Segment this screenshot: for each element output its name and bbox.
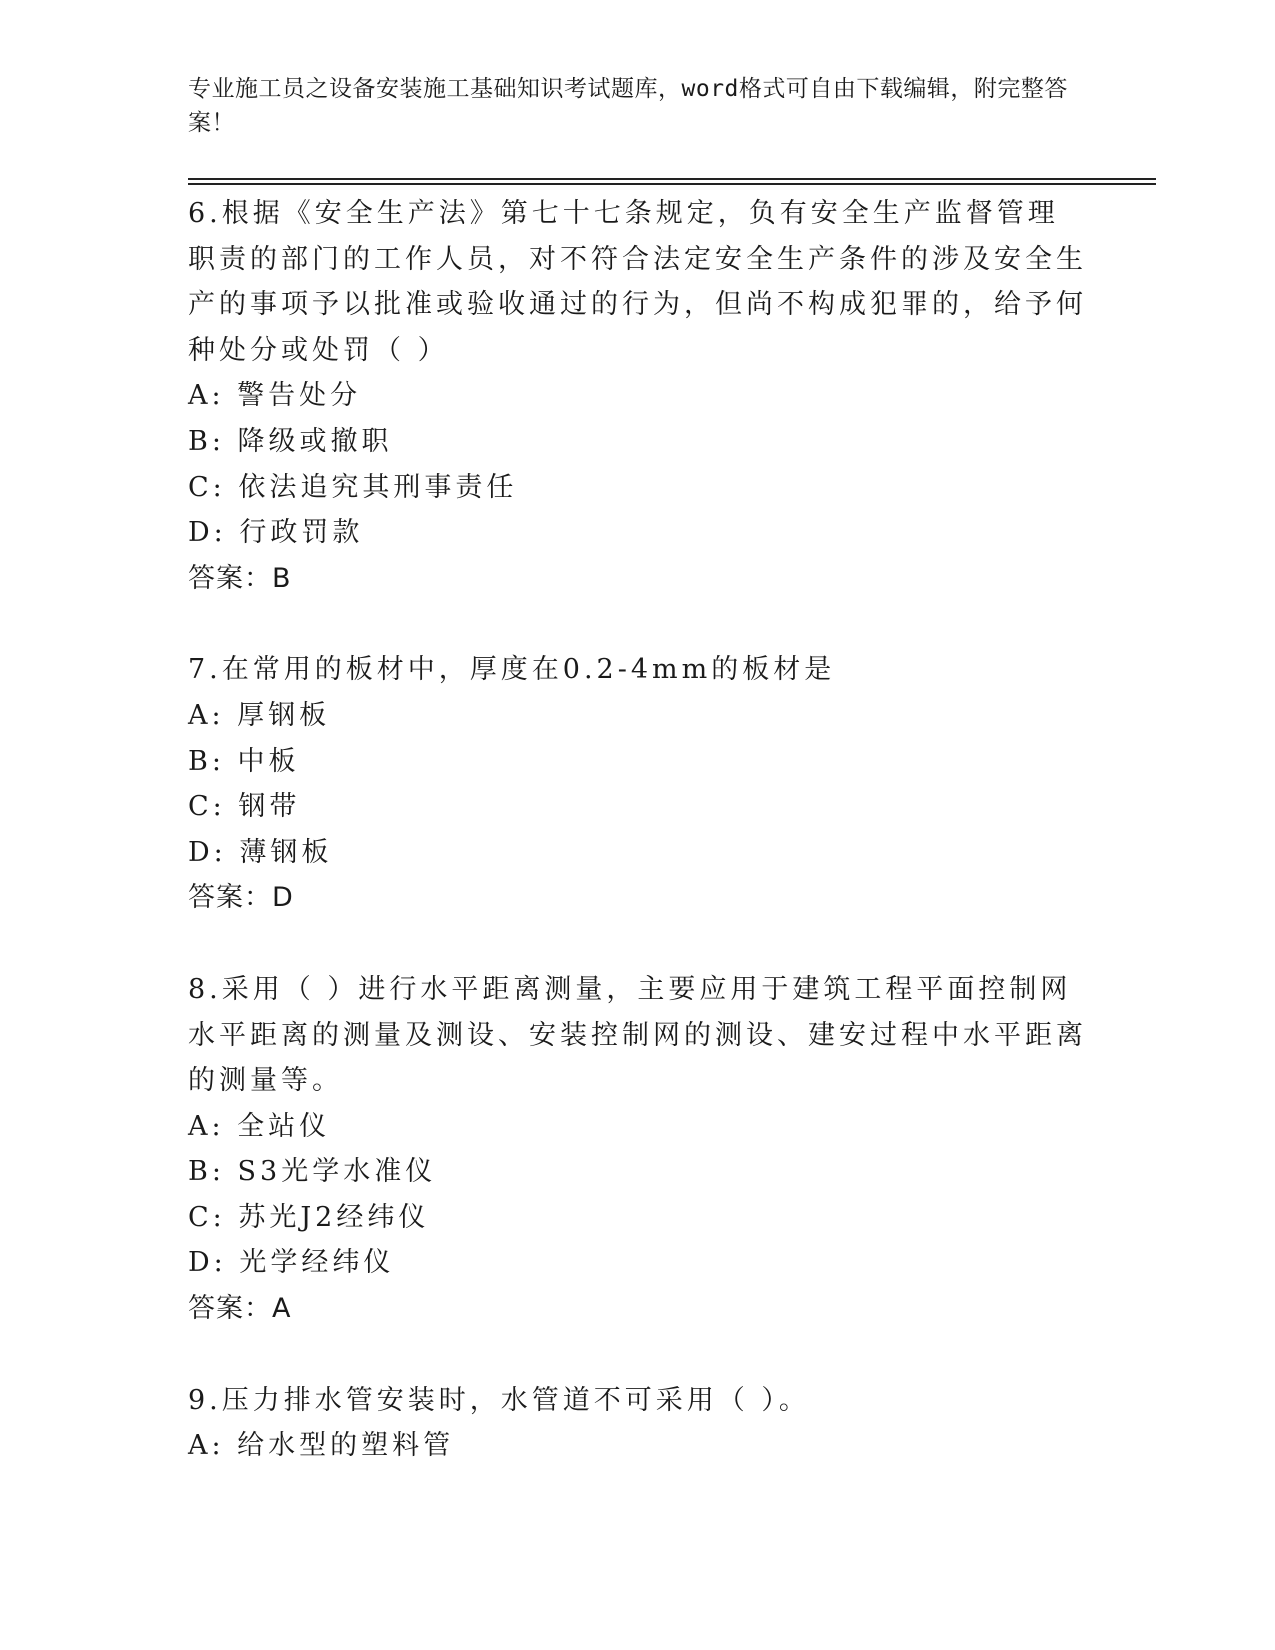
option-c: C: 钢带 — [188, 791, 301, 823]
option-d: D: 薄钢板 — [188, 836, 333, 868]
question-stem: 6.根据《安全生产法》第七十七条规定，负有安全生产监督管理职责的部门的工作人员，对不符合法定安全生产条件的涉及安全生产的事项予以批准或验收通过的行为，但尚不构成犯罪的，给予何种处分或处罚（ ） — [188, 198, 1087, 366]
question-9 — [188, 1378, 1088, 1469]
question-stem: 9.压力排水管安装时，水管道不可采用（ ）。 — [188, 1384, 810, 1416]
option-b: B: S3光学水准仪 — [188, 1156, 437, 1188]
option-c: C: 苏光J2经纬仪 — [188, 1201, 430, 1233]
question-list — [188, 191, 1088, 1469]
option-a: A: 给水型的塑料管 — [188, 1430, 455, 1462]
question-7 — [188, 647, 1088, 921]
option-b: B: 降级或撤职 — [188, 425, 393, 457]
answer-line: 答案：A — [188, 1293, 292, 1325]
header-divider-bottom — [188, 183, 1156, 185]
question-stem: 7.在常用的板材中，厚度在0.2-4mm的板材是 — [188, 654, 836, 686]
option-c: C: 依法追究其刑事责任 — [188, 471, 518, 503]
question-spacer — [188, 601, 1088, 647]
header-divider-top — [188, 178, 1156, 180]
question-stem: 8.采用（ ）进行水平距离测量，主要应用于建筑工程平面控制网水平距离的测量及测设、安装控制网的测设、建安过程中水平距离的测量等。 — [188, 973, 1087, 1097]
option-d: D: 行政罚款 — [188, 517, 364, 549]
answer-line: 答案：D — [188, 882, 294, 914]
option-d: D: 光学经纬仪 — [188, 1247, 395, 1279]
option-b: B: 中板 — [188, 745, 300, 777]
question-8 — [188, 967, 1088, 1332]
option-a: A: 全站仪 — [188, 1110, 331, 1142]
question-spacer — [188, 1332, 1088, 1378]
answer-line: 答案：B — [188, 562, 292, 594]
option-a: A: 厚钢板 — [188, 699, 331, 731]
question-6 — [188, 191, 1088, 601]
document-header: 专业施工员之设备安装施工基础知识考试题库，word格式可自由下载编辑，附完整答案！ — [188, 76, 1068, 136]
option-a: A: 警告处分 — [188, 380, 362, 412]
question-spacer — [188, 921, 1088, 967]
